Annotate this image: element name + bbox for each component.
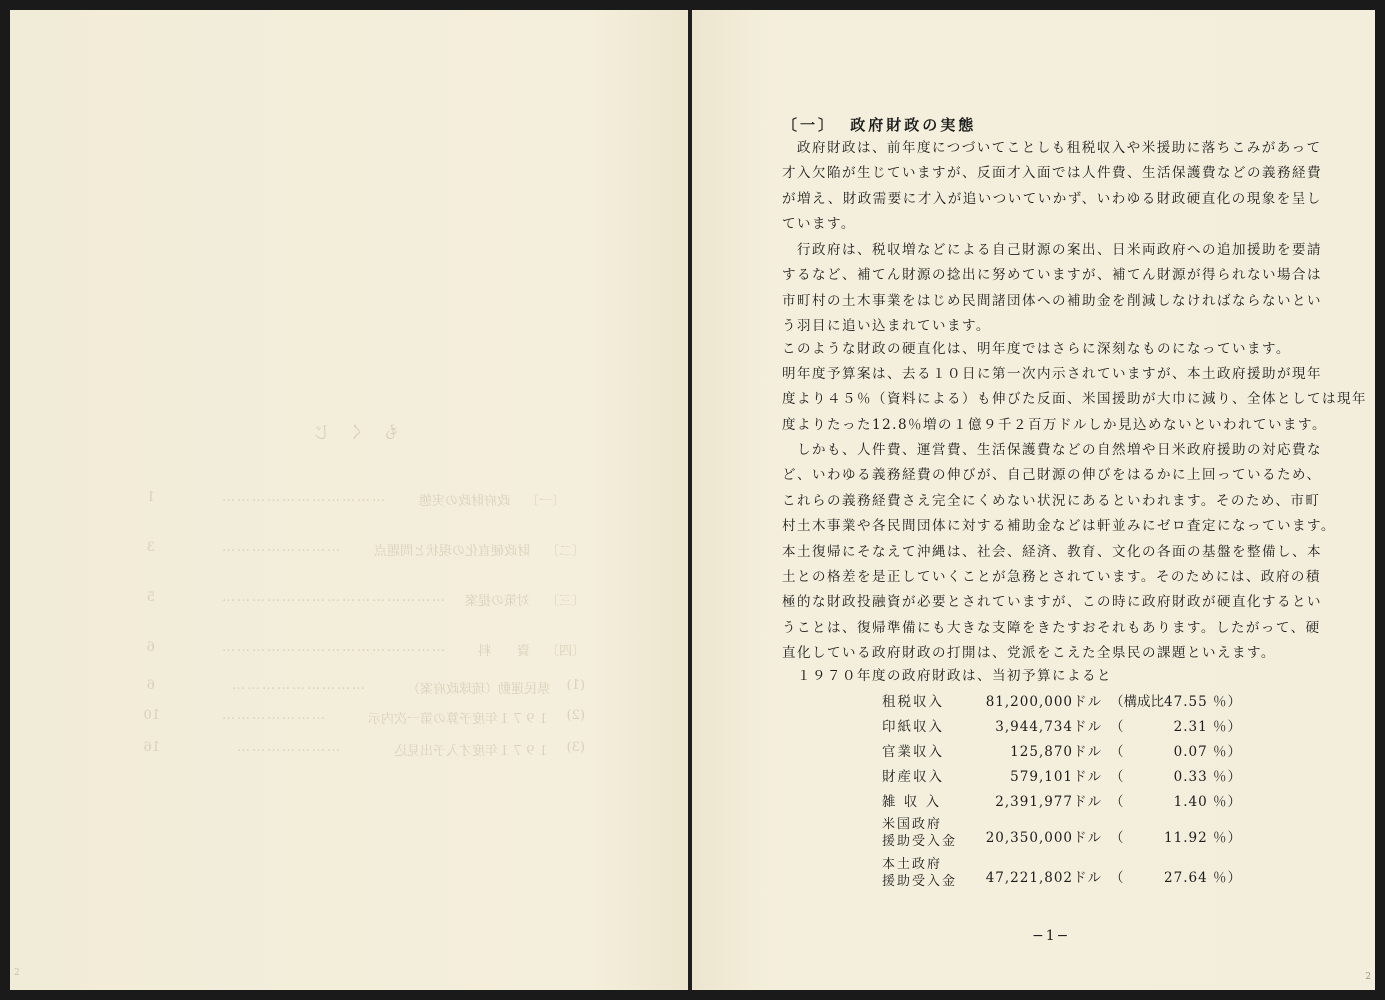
finance-paren: （ <box>1110 719 1124 735</box>
toc-item-page: 6 <box>146 640 155 655</box>
text-line: ど、いわゆる義務経費の伸びが、自己財源の伸びをはるかに上回っているため、 <box>782 467 1322 484</box>
finance-paren: （ <box>1110 744 1124 760</box>
text-line: 明年度予算案は、去る１０日に第一次内示されていますが、本土政府援助が現年 <box>782 366 1322 382</box>
toc-leader: ……………………………………… <box>220 640 445 655</box>
finance-amount: 125,870ドル <box>1010 744 1102 760</box>
text-line: これらの義務経費さえ完全にくめない状況にあるといわれます。そのため、市町 <box>782 492 1321 509</box>
text-line: 土との格差を是正していくことが急務とされています。そのためには、政府の積 <box>782 569 1321 586</box>
toc-leader: ………………… <box>235 740 340 755</box>
text-line: １９７０年度の政府財政は、当初予算によると <box>782 668 1112 684</box>
toc-leader: ……………………………………… <box>220 590 445 605</box>
finance-amount: 20,350,000ドル <box>985 830 1102 846</box>
toc-item-label: 財政硬直化の現状と問題点 <box>373 544 530 559</box>
toc-item-page: 5 <box>146 590 155 605</box>
finance-ratio-label: （構成比 <box>1110 694 1164 710</box>
toc-item-label: １９７１年度予算の第一次内示 <box>367 712 550 727</box>
finance-paren: （ <box>1110 870 1124 886</box>
toc-item-page: 1 <box>146 490 155 505</box>
toc-item-label: 対策の提案 <box>464 594 530 609</box>
paragraph <box>782 438 1336 667</box>
text-line: 本土復帰にそなえて沖縄は、社会、経済、教育、文化の各面の基盤を整備し、本 <box>782 543 1322 560</box>
toc-item-label: 資 料 <box>477 644 530 659</box>
finance-percent: 1.40 ％） <box>1173 794 1242 810</box>
toc-item-page: 6 <box>146 678 155 693</box>
text-line: 度より４５％（資料による）も伸びた反面、米国援助が大巾に減り、全体としては現年 <box>782 391 1367 408</box>
finance-percent: 47.55 ％） <box>1164 694 1242 710</box>
text-line: が増え、財政需要に才入が追いついていかず、いわゆる財政硬直化の現象を呈し <box>782 190 1322 207</box>
finance-label: 財産収入 <box>882 769 944 785</box>
toc-item-no: 〔四〕 <box>545 644 585 659</box>
paragraph <box>782 238 1327 340</box>
finance-label: 租税収入 <box>882 694 944 710</box>
paragraph <box>782 362 1367 438</box>
toc-item-page: 10 <box>143 708 160 723</box>
toc-item-page: 16 <box>143 740 160 755</box>
text-line: ています。 <box>782 216 856 233</box>
finance-percent: 27.64 ％） <box>1164 870 1242 886</box>
text-line: 直化している政府財政の打開は、党派をこえた全県民の課題といえます。 <box>782 645 1276 662</box>
text-line: このような財政の硬直化は、明年度ではさらに深刻なものになっています。 <box>782 341 1291 357</box>
finance-amount: 2,391,977ドル <box>995 794 1102 810</box>
text-line: 才入欠陥が生じていますが、反面才入面では人件費、生活保護費などの義務経費 <box>782 165 1322 182</box>
toc-item-page: 3 <box>146 540 155 555</box>
finance-label: 官業収入 <box>882 744 944 760</box>
text-line: 度よりたった12.8％増の１億９千２百万ドルしか見込めないといわれています。 <box>782 416 1327 433</box>
text-line: う羽目に追い込まれています。 <box>782 318 991 335</box>
text-line: うことは、復帰準備にも大きな支障をきたすおそれもあります。したがって、硬 <box>782 619 1321 636</box>
toc-leader: …………………………… <box>220 490 385 505</box>
finance-amount: 47,221,802ドル <box>985 870 1102 886</box>
section-title: 政府財政の実態 <box>850 116 977 134</box>
book-spread <box>10 10 1375 990</box>
toc-item-no: (2) <box>566 708 585 723</box>
paragraph <box>782 664 1327 689</box>
paragraph <box>782 136 1327 238</box>
text-line: 極的な財政投融資が必要とされていますが、この時に政府財政が硬直化するとい <box>782 594 1322 611</box>
toc-item-no: 〔三〕 <box>545 594 585 609</box>
toc-item-no: (1) <box>566 678 585 693</box>
page-number: −1− <box>1032 928 1071 944</box>
finance-percent: 0.33 ％） <box>1173 769 1242 785</box>
left-page <box>10 10 688 990</box>
finance-percent: 0.07 ％） <box>1173 744 1242 760</box>
corner-mark-right: 2 <box>1365 972 1371 982</box>
finance-label: 印紙収入 <box>882 719 944 735</box>
finance-label: 本土政府 援助受入金 <box>882 857 958 889</box>
finance-paren: （ <box>1110 794 1124 810</box>
text-line: 村土木事業や各民間団体に対する補助金などは軒並みにゼロ査定になっています。 <box>782 518 1336 535</box>
finance-paren: （ <box>1110 769 1124 785</box>
toc-item-no: 〔二〕 <box>545 544 585 559</box>
finance-label: 雑 収 入 <box>882 794 942 810</box>
finance-percent: 2.31 ％） <box>1173 719 1242 735</box>
finance-amount: 579,101ドル <box>1010 769 1102 785</box>
toc-leader: ………………… <box>220 708 325 723</box>
right-page <box>692 10 1375 990</box>
finance-percent: 11.92 ％） <box>1164 830 1242 846</box>
toc-item-no: 〔一〕 <box>525 494 565 509</box>
finance-paren: （ <box>1110 830 1124 846</box>
corner-mark-left: 2 <box>14 968 20 978</box>
finance-amount: 3,944,734ドル <box>995 719 1102 735</box>
text-line: するなど、補てん財源の捻出に努めていますが、補てん財源が得られない場合は <box>782 267 1322 284</box>
text-line: 行政府は、税収増などによる自己財源の案出、日米両政府への追加援助を要請 <box>782 242 1322 258</box>
toc-item-label: １９７１年度才入予出見込 <box>393 744 550 759</box>
text-line: 市町村の土木事業をはじめ民間諸団体への補助金を削減しなければならないとい <box>782 292 1322 309</box>
section-number: 〔一〕 <box>782 116 837 134</box>
text-line: しかも、人件費、運営費、生活保護費などの自然増や日米政府援助の対応費な <box>782 442 1322 458</box>
toc-leader: …………………… <box>220 540 340 555</box>
toc-item-label: 政府財政の実態 <box>418 494 510 509</box>
paragraph <box>782 337 1327 362</box>
finance-amount: 81,200,000ドル <box>985 694 1102 710</box>
section-heading <box>782 114 976 135</box>
finance-label: 米国政府 援助受入金 <box>882 817 958 849</box>
toc-title: もくじ <box>295 423 400 443</box>
text-line: 政府財政は、前年度につづいてことしも租税収入や米援助に落ちこみがあって <box>782 140 1322 156</box>
toc-item-label: 県民運動（琉球政府案） <box>406 682 550 697</box>
toc-item-no: (3) <box>566 740 585 755</box>
toc-leader: ……………………… <box>230 678 365 693</box>
